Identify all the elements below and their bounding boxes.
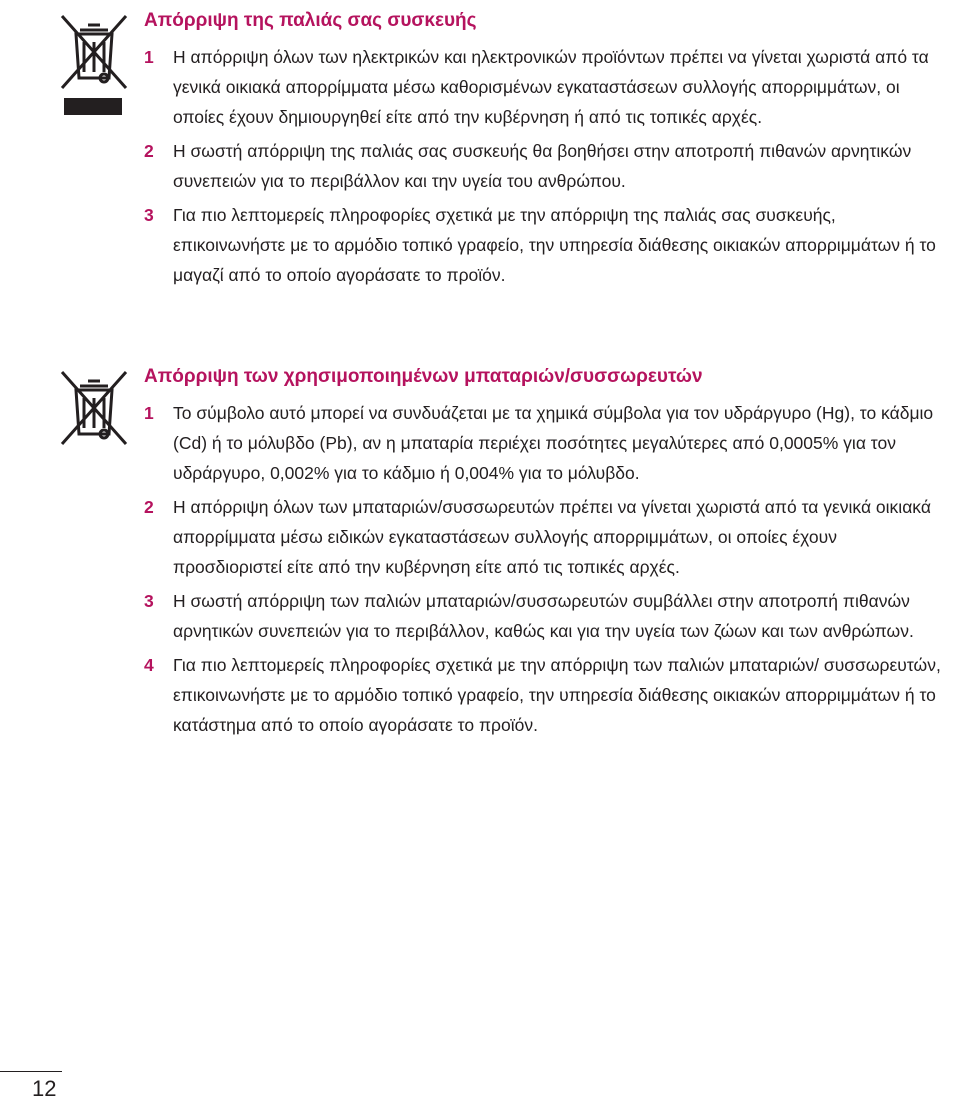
numbered-list <box>144 398 944 744</box>
list-item <box>144 42 944 132</box>
item-text: Για πιο λεπτομερείς πληροφορίες σχετικά με την απόρριψη της παλιάς σας συσκευής, επικοινωνήστε με το αρμόδιο τοπικό γραφείο, την υπηρεσία διάθεσης οικιακών απορριμμάτων ή το μαγαζί από το οποίο αγοράσατε το προϊόν. <box>173 205 936 285</box>
section-title: Απόρριψη των χρησιμοποιημένων μπαταριών/συσσωρευτών <box>144 366 703 387</box>
list-item <box>144 586 944 646</box>
item-number: 3 <box>144 205 154 225</box>
crossed-out-wheelie-bin-icon <box>54 366 134 446</box>
page-number: 12 <box>32 1076 57 1101</box>
list-item <box>144 398 944 488</box>
crossed-out-wheelie-bin-icon <box>54 10 134 122</box>
list-item <box>144 200 944 290</box>
item-number: 2 <box>144 497 154 517</box>
item-number: 4 <box>144 655 154 675</box>
list-item <box>144 650 944 740</box>
item-text: Το σύμβολο αυτό μπορεί να συνδυάζεται με τα χημικά σύμβολα για τον υδράργυρο (Hg), το κάδμιο (Cd) ή το μόλυβδο (Pb), αν η μπαταρία περιέχει ποσότητες μεγαλύτερες από 0,0005% για τον υδράργυρο, 0,002% για το κάδμιο ή 0,004% για το μόλυβδο. <box>173 403 934 483</box>
item-text: Η σωστή απόρριψη των παλιών μπαταριών/συσσωρευτών συμβάλλει στην αποτροπή πιθανών αρνητικών συνεπειών για το περιβάλλον, καθώς και για την υγεία των ζώων και των ανθρώπων. <box>173 591 914 641</box>
item-text: Η απόρριψη όλων των ηλεκτρικών και ηλεκτρονικών προϊόντων πρέπει να γίνεται χωριστά από τα γενικά οικιακά απορρίμματα μέσω καθορισμένων εγκαταστάσεων συλλογής απορριμμάτων, οι οποίες έχουν δημιουργηθεί είτε από την κυβέρνηση ή από τις τοπικές αρχές. <box>173 47 929 127</box>
item-number: 1 <box>144 403 154 423</box>
list-item <box>144 492 944 582</box>
item-number: 2 <box>144 141 154 161</box>
footer-rule <box>0 1071 62 1072</box>
section-title: Απόρριψη της παλιάς σας συσκευής <box>144 10 477 31</box>
item-text: Η σωστή απόρριψη της παλιάς σας συσκευής θα βοηθήσει στην αποτροπή πιθανών αρνητικών συνεπειών για το περιβάλλον και την υγεία του ανθρώπου. <box>173 141 912 191</box>
item-number: 3 <box>144 591 154 611</box>
item-text: Για πιο λεπτομερείς πληροφορίες σχετικά με την απόρριψη των παλιών μπαταριών/ συσσωρευτών, επικοινωνήστε με το αρμόδιο τοπικό γραφείο, την υπηρεσία διάθεσης οικιακών απορριμμάτων ή το κατάστημα από το οποίο αγοράσατε το προϊόν. <box>173 655 941 735</box>
item-number: 1 <box>144 47 154 67</box>
item-text: Η απόρριψη όλων των μπαταριών/συσσωρευτών πρέπει να γίνεται χωριστά από τα γενικά οικιακά απορρίμματα μέσω ειδικών εγκαταστάσεων συλλογής απορριμμάτων, οι οποίες έχουν προσδιοριστεί είτε από την κυβέρνηση είτε από τις τοπικές αρχές. <box>173 497 931 577</box>
list-item <box>144 136 944 196</box>
numbered-list <box>144 42 944 294</box>
